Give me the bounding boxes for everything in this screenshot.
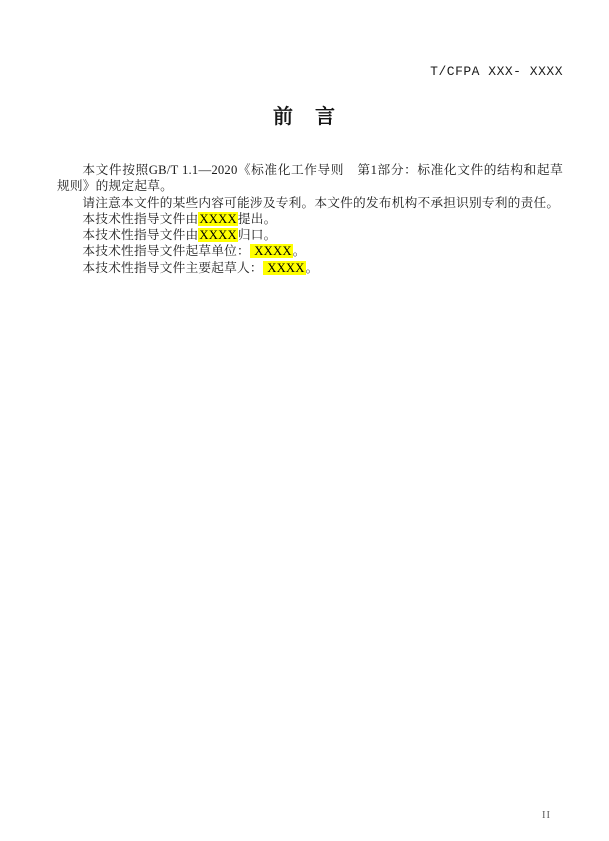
- page-number: II: [542, 810, 551, 821]
- page-title: 前 言: [273, 106, 336, 128]
- paragraph-text: 本技术性指导文件由: [82, 228, 199, 243]
- highlighted-placeholder: XXXX: [250, 244, 292, 259]
- paragraph-text: 本技术性指导文件起草单位：: [82, 244, 250, 259]
- paragraph-text: 本技术性指导文件主要起草人：: [82, 260, 263, 275]
- paragraph-main-drafters: [57, 260, 563, 276]
- paragraph-text: 归口。: [237, 228, 277, 243]
- paragraph-text: 。: [305, 260, 319, 275]
- highlighted-placeholder: XXXX: [199, 228, 237, 243]
- paragraph-text: 。: [292, 244, 306, 259]
- paragraph-text: 提出。: [237, 211, 277, 226]
- highlighted-placeholder: XXXX: [199, 211, 237, 226]
- standard-number: T/CFPA XXX- XXXX: [430, 64, 563, 79]
- paragraph-proposed-by: [57, 211, 563, 227]
- paragraph-centralized-by: [57, 227, 563, 243]
- paragraph-text: 本文件按照GB/T 1.1—2020《标准化工作导则 第1部分：标准化文件的结构和起草规则》的规定起草。: [57, 163, 563, 194]
- paragraph-text: 请注意本文件的某些内容可能涉及专利。本文件的发布机构不承担识别专利的责任。: [82, 195, 560, 210]
- paragraph-basis: [57, 162, 563, 195]
- highlighted-placeholder: XXXX: [263, 260, 305, 275]
- paragraph-drafting-org: [57, 243, 563, 259]
- paragraph-text: 本技术性指导文件由: [82, 211, 199, 226]
- paragraph-patent-notice: [57, 195, 563, 211]
- foreword-body: [57, 162, 563, 276]
